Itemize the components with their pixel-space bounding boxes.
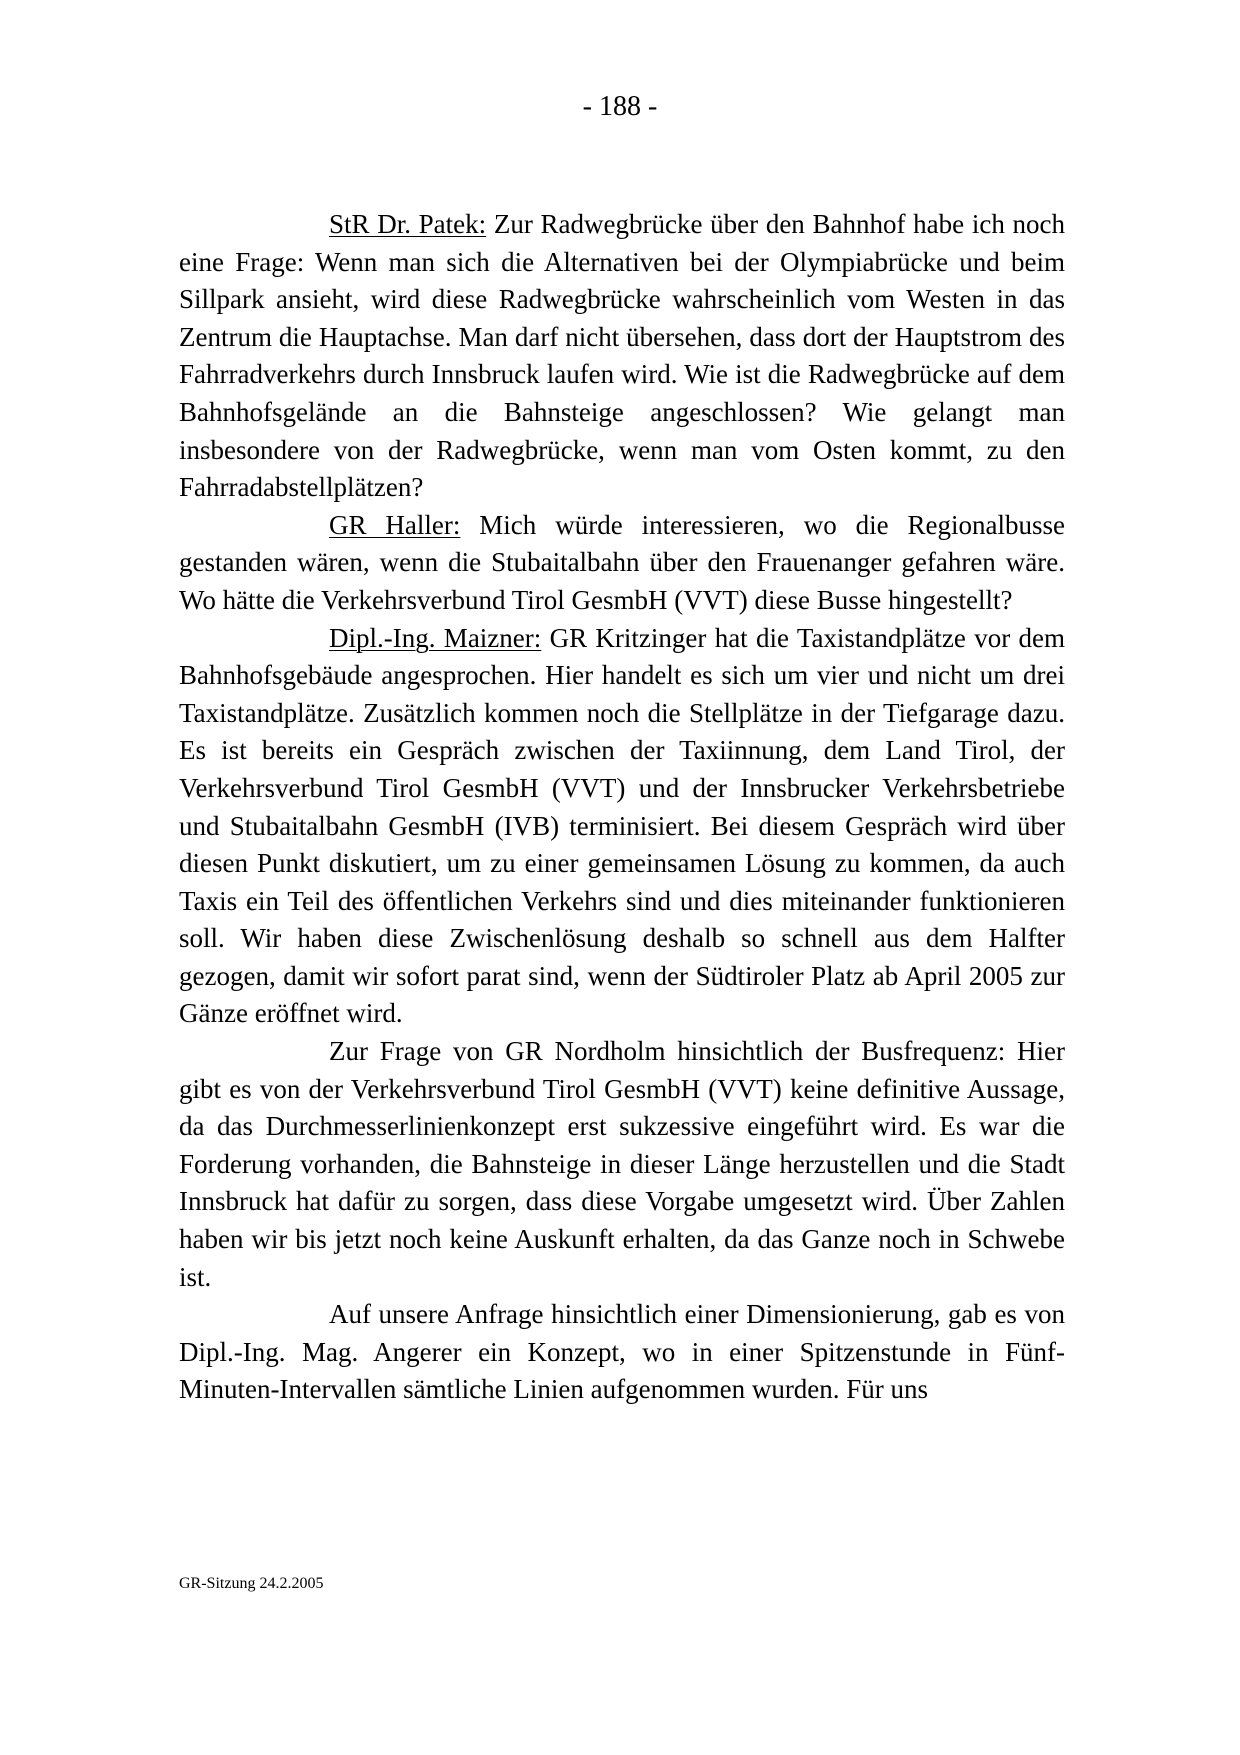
paragraph-text: Zur Frage von GR Nordholm hinsichtlich der Busfrequenz: Hier gibt es von der Verkehrsverbund Tirol GesmbH (VVT) keine definitive Aussage, da das Durchmesserlinienkonzept erst sukzessive eingeführt wird. Es war die Forderung vorhanden, die Bahnsteige in dieser Länge herzustellen und die Stadt Innsbruck hat dafür zu sorgen, dass diese Vorgabe umgesetzt wird. Über Zahlen haben wir bis jetzt noch keine Auskunft erhalten, da das Ganze noch in Schwebe ist.	[179, 1036, 1065, 1292]
paragraph-text: Auf unsere Anfrage hinsichtlich einer Dimensionierung, gab es von Dipl.-Ing. Mag. Angerer ein Konzept, wo in einer Spitzenstunde in Fünf-Minuten-Intervallen sämtliche Linien aufgenommen wurden. Für uns	[179, 1299, 1065, 1405]
paragraph-dimensionierung	[179, 1296, 1065, 1409]
speaker-name: Dipl.-Ing. Maizner:	[329, 622, 542, 653]
paragraph-text: GR Kritzinger hat die Taxistandplätze vor dem Bahnhofsgebäude angesprochen. Hier handelt es sich um vier und nicht um drei Taxistandplätze. Zusätzlich kommen noch die Stellplätze in der Tiefgarage dazu. Es ist bereits ein Gespräch zwischen der Taxiinnung, dem Land Tirol, der Verkehrsverbund Tirol GesmbH (VVT) und der Innsbrucker Verkehrsbetriebe und Stubaitalbahn GesmbH (IVB) terminisiert. Bei diesem Gespräch wird über diesen Punkt diskutiert, um zu einer gemeinsamen Lösung zu kommen, da auch Taxis ein Teil des öffentlichen Verkehrs sind und dies miteinander funktionieren soll. Wir haben diese Zwischenlösung deshalb so schnell aus dem Halfter gezogen, damit wir sofort parat sind, wenn der Südtiroler Platz ab April 2005 zur Gänze eröffnet wird.	[179, 622, 1065, 1029]
paragraph-maizner	[179, 620, 1065, 1034]
speaker-name: StR Dr. Patek:	[329, 209, 487, 239]
paragraph-haller	[179, 507, 1065, 620]
paragraph-text: Mich würde interessieren, wo die Regionalbusse gestanden wären, wenn die Stubaitalbahn über den Frauenanger gefahren wäre. Wo hätte die Verkehrsverbund Tirol GesmbH (VVT) diese Busse hingestellt?	[179, 509, 1065, 615]
paragraph-patek	[179, 206, 1065, 507]
document-body	[179, 206, 1065, 1409]
paragraph-text: Zur Radwegbrücke über den Bahnhof habe ich noch eine Frage: Wenn man sich die Alternativen bei der Olympiabrücke und beim Sillpark ansieht, wird diese Radwegbrücke wahrscheinlich vom Westen in das Zentrum die Hauptachse. Man darf nicht übersehen, dass dort der Hauptstrom des Fahrradverkehrs durch Innsbruck laufen wird. Wie ist die Radwegbrücke auf dem Bahnhofsgelände an die Bahnsteige angeschlossen? Wie gelangt man insbesondere von der Radwegbrücke, wenn man vom Osten kommt, zu den Fahrradabstellplätzen?	[179, 209, 1065, 503]
page-number: - 188 -	[582, 91, 658, 122]
speaker-name: GR Haller:	[329, 509, 461, 540]
footer-session-date: GR-Sitzung 24.2.2005	[179, 1575, 324, 1592]
paragraph-busfrequenz	[179, 1033, 1065, 1296]
